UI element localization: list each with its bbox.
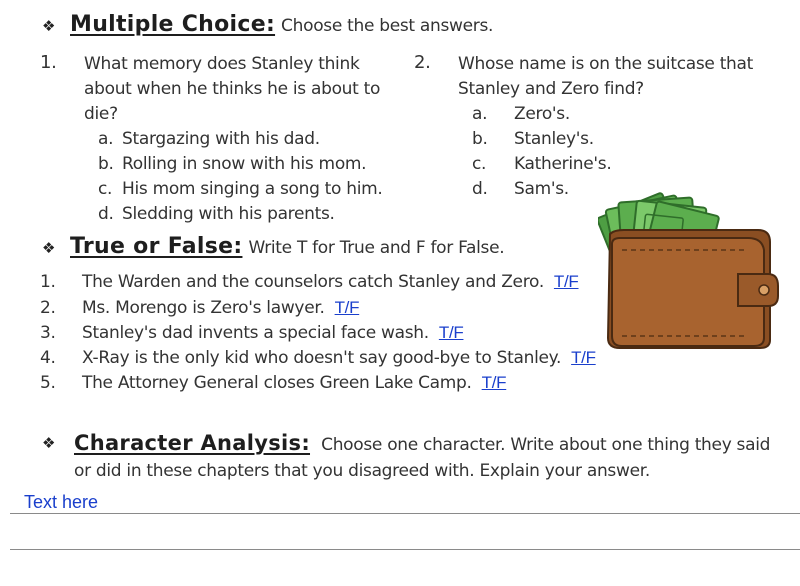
tf-item-number: 3.	[40, 323, 56, 343]
diamond-bullet-icon: ❖	[42, 239, 56, 257]
tf-item-text: X-Ray is the only kid who doesn't say good-bye to Stanley.	[82, 348, 562, 368]
option-text: Stargazing with his dad.	[122, 129, 320, 149]
true-false-instruction: Write T for True and F for False.	[248, 238, 505, 258]
question-1-number: 1.	[40, 52, 57, 73]
option-letter: d.	[98, 204, 114, 224]
question-1	[40, 52, 390, 232]
multiple-choice-title: Multiple Choice:	[70, 12, 276, 37]
question-1-option-c	[98, 179, 383, 199]
diamond-bullet-icon: ❖	[42, 17, 56, 35]
tf-item-text: Ms. Morengo is Zero's lawyer.	[82, 298, 325, 318]
tf-answer-link[interactable]: T/F	[438, 323, 464, 342]
option-text: Zero's.	[514, 104, 570, 124]
question-2	[414, 52, 794, 202]
question-2-line-1: Whose name is on the suitcase that	[458, 54, 754, 74]
question-1-line-2: about when he thinks he is about to	[84, 79, 381, 99]
tf-item-4	[40, 348, 602, 368]
answer-line-1	[10, 513, 800, 514]
tf-item-1	[40, 272, 585, 292]
option-letter: c.	[472, 154, 487, 174]
tf-item-text: The Attorney General closes Green Lake Camp.	[82, 373, 472, 393]
tf-item-5	[40, 373, 512, 393]
question-2-option-a	[472, 104, 570, 124]
option-text: Sledding with his parents.	[122, 204, 335, 224]
tf-item-number: 5.	[40, 373, 56, 393]
tf-item-number: 4.	[40, 348, 56, 368]
question-1-line-1: What memory does Stanley think	[84, 54, 360, 74]
tf-item-2	[40, 298, 365, 318]
question-1-text	[84, 52, 384, 127]
question-1-line-3: die?	[84, 104, 118, 124]
question-2-text	[458, 52, 788, 102]
tf-answer-link[interactable]: T/F	[334, 298, 360, 317]
tf-answer-link[interactable]: T/F	[571, 348, 596, 367]
tf-item-3	[40, 323, 469, 343]
option-text: His mom singing a song to him.	[122, 179, 383, 199]
option-text: Sam's.	[514, 179, 569, 199]
option-text: Stanley's.	[514, 129, 594, 149]
question-2-option-c	[472, 154, 611, 174]
multiple-choice-instruction: Choose the best answers.	[281, 16, 494, 36]
option-text: Rolling in snow with his mom.	[122, 154, 367, 174]
option-letter: b.	[472, 129, 488, 149]
character-analysis-instruction: Choose one character. Write about one thing they said or did in these chapters that you disagreed with. Explain your answer.	[74, 435, 771, 481]
tf-item-text: The Warden and the counselors catch Stanley and Zero.	[82, 272, 544, 292]
character-analysis	[42, 430, 774, 484]
wallet-with-cash-icon	[598, 190, 780, 350]
question-2-option-b	[472, 129, 594, 149]
question-1-option-a	[98, 129, 320, 149]
tf-answer-link[interactable]: T/F	[553, 272, 579, 291]
option-letter: b.	[98, 154, 114, 174]
true-false-title: True or False:	[70, 234, 243, 259]
option-letter: d.	[472, 179, 488, 199]
diamond-bullet-icon: ❖	[42, 434, 56, 452]
answer-text-field[interactable]: Text here	[24, 492, 99, 512]
option-letter: c.	[98, 179, 113, 199]
multiple-choice-heading	[42, 12, 493, 37]
tf-item-number: 2.	[40, 298, 56, 318]
question-1-option-b	[98, 154, 366, 174]
option-letter: a.	[98, 129, 114, 149]
tf-item-text: Stanley's dad invents a special face wash.	[82, 323, 429, 343]
character-analysis-title: Character Analysis:	[74, 431, 311, 455]
option-letter: a.	[472, 104, 488, 124]
question-2-number: 2.	[414, 52, 431, 73]
question-1-option-d	[98, 204, 335, 224]
option-text: Katherine's.	[514, 154, 612, 174]
question-2-line-2: Stanley and Zero find?	[458, 79, 644, 99]
answer-line-2	[10, 549, 800, 550]
true-false-heading	[42, 234, 504, 259]
tf-item-number: 1.	[40, 272, 56, 292]
tf-answer-link[interactable]: T/F	[481, 373, 507, 392]
question-2-option-d	[472, 179, 569, 199]
